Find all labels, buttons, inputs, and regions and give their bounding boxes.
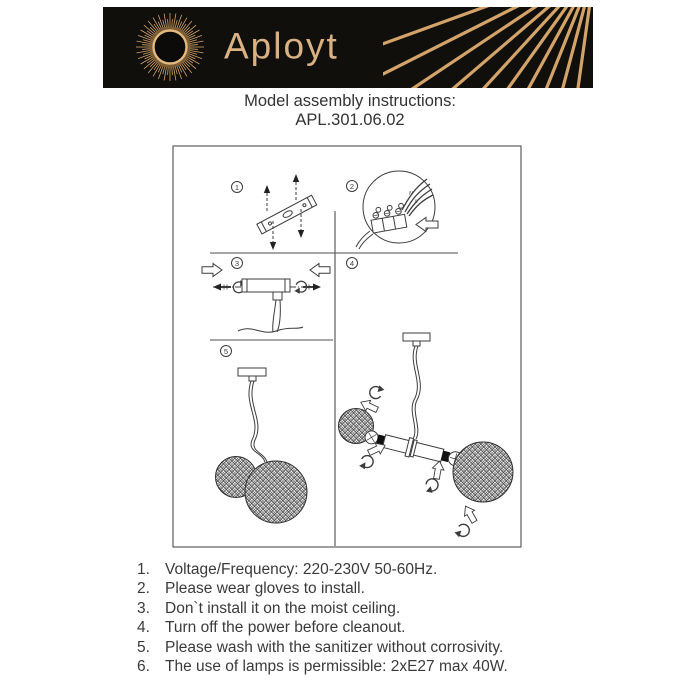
wire-label-n: N [409,191,413,197]
item-number: 4. [137,619,150,637]
item-text: Don`t install it on the moist ceiling. [165,599,401,617]
item-number: 5. [137,638,150,656]
list-item [137,599,607,618]
step-badge-1 [232,182,243,193]
item-text: Please wear gloves to install. [165,580,365,598]
item-text: Voltage/Frequency: 220-230V 50-60Hz. [165,561,438,578]
step-badge-3 [232,258,243,269]
step-badge-4 [347,258,358,269]
wire-label-l: L [415,199,418,205]
title-block [0,92,700,130]
svg-text:4: 4 [349,258,355,268]
brand-name: Aployt [224,24,339,66]
page-title: Model assembly instructions: [244,92,456,110]
step1-bracket-drawing [257,174,317,250]
item-text: The use of lamps is permissible: 2xE27 max 40W. [165,658,508,676]
rays-decoration-icon [383,7,593,88]
item-number: 2. [137,580,150,598]
list-item [137,657,607,676]
svg-text:1: 1 [234,182,240,192]
sunburst-icon [125,7,215,88]
step4-assembly-drawing [339,333,514,540]
list-item [137,638,607,657]
step-badge-5 [221,346,232,357]
step2-wiring-drawing [356,171,438,249]
svg-text:2: 2 [349,181,355,191]
item-number: 3. [137,599,150,617]
instruction-list [137,560,607,676]
list-item [137,579,607,598]
item-text: Turn off the power before cleanout. [165,619,406,637]
list-item [137,560,607,579]
list-item [137,618,607,637]
item-text: Please wash with the sanitizer without corrosivity. [165,638,504,656]
step3-canopy-drawing [202,264,330,333]
step-badge-2 [347,181,358,192]
item-number: 6. [137,658,150,676]
svg-text:5: 5 [223,346,229,356]
model-number: APL.301.06.02 [295,111,405,129]
step5-lamp-drawing [216,368,308,523]
assembly-diagram [172,145,522,548]
item-number: 1. [137,561,150,578]
brand-banner [103,7,593,88]
svg-text:3: 3 [234,258,240,268]
